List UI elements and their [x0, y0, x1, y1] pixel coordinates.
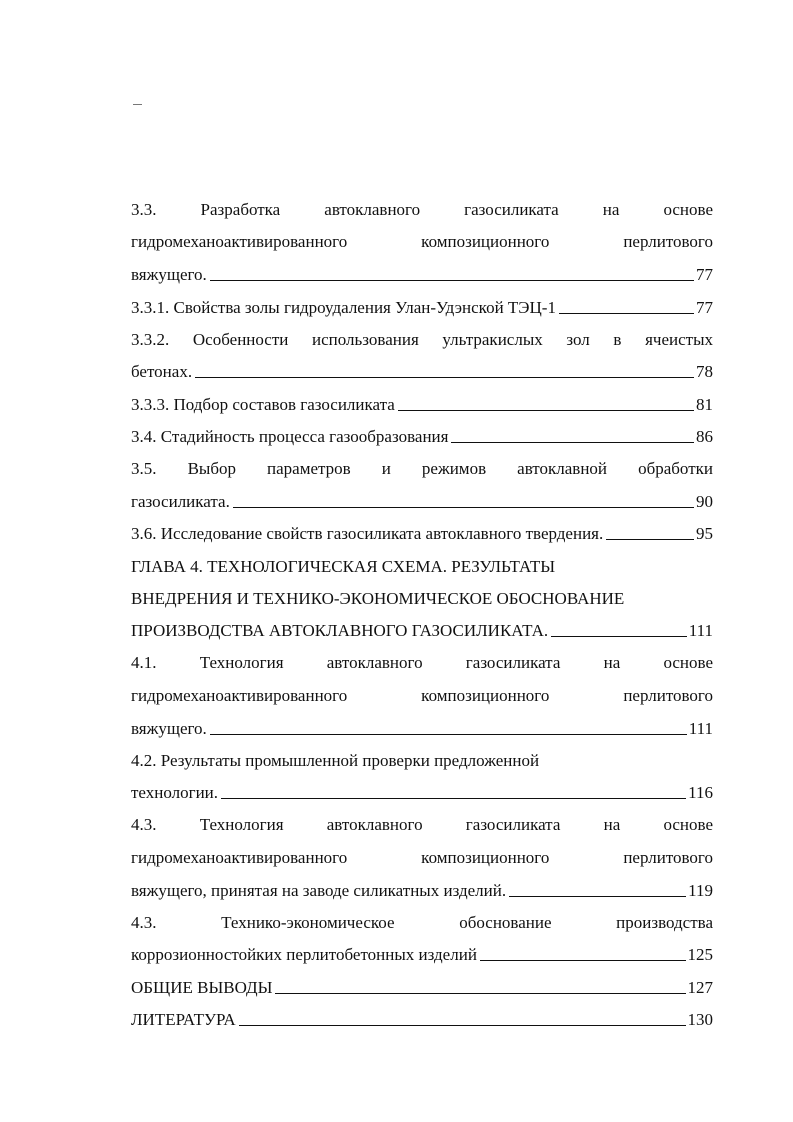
toc-entry-4-3-economic: [131, 901, 713, 966]
toc-entry-last-line: [131, 965, 713, 997]
toc-entry-literature: [131, 998, 713, 1030]
table-of-contents: [131, 188, 713, 1030]
scan-mark: [133, 104, 142, 105]
toc-entry-text: 4.2. Результаты промышленной проверки предложенной: [131, 751, 540, 771]
toc-entry-last-line: [131, 609, 713, 641]
toc-entry-3-3-2: [131, 318, 713, 383]
page-number: 119: [688, 880, 713, 900]
toc-entry-text: 3.3.1. Свойства золы гидроудаления Улан-Удэнской ТЭЦ-1: [131, 297, 556, 317]
page-number: 78: [696, 362, 713, 382]
toc-entry-3-5: [131, 447, 713, 512]
toc-entry-text: вяжущего.: [131, 718, 207, 738]
toc-entry-line: 3.3.2. Особенности использования ультракислых зол в ячеистых: [131, 329, 713, 349]
toc-entry-text: 3.4. Стадийность процесса газообразования: [131, 427, 449, 447]
leader-line: [210, 734, 687, 735]
toc-entry-text: вяжущего.: [131, 265, 207, 285]
toc-entry-4-1: [131, 641, 713, 738]
toc-entry-last-line: [131, 253, 713, 285]
page-number: 111: [688, 718, 713, 738]
toc-entry-3-3-1: [131, 285, 713, 317]
page-number: 86: [696, 427, 713, 447]
toc-entry-line: 4.3. Технология автоклавного газосиликата на основе: [131, 815, 713, 835]
toc-entry-text: 3.3.3. Подбор составов газосиликата: [131, 394, 395, 414]
page-number: 130: [687, 1010, 713, 1030]
toc-entry-text: вяжущего, принятая на заводе силикатных изделий.: [131, 880, 507, 900]
toc-entry-last-line: [131, 933, 713, 965]
chapter-title-line: ПРОИЗВОДСТВА АВТОКЛАВНОГО ГАЗОСИЛИКАТА.: [131, 621, 549, 641]
toc-entry-last-line: [131, 480, 713, 512]
toc-entry-last-line: [131, 706, 713, 738]
toc-entry-last-line: [131, 285, 713, 317]
toc-entry-text: технологии.: [131, 783, 219, 803]
toc-entry-last-line: [131, 415, 713, 447]
toc-entry-text: 3.6. Исследование свойств газосиликата автоклавного твердения.: [131, 524, 604, 544]
leader-line: [233, 507, 694, 508]
leader-line: [221, 798, 686, 799]
toc-entry-line: [131, 577, 713, 609]
page-number: 90: [696, 491, 713, 511]
toc-entry-last-line: [131, 382, 713, 414]
toc-entry-3-3: [131, 188, 713, 285]
leader-line: [559, 313, 694, 314]
page-number: 77: [696, 297, 713, 317]
toc-entry-line: [131, 544, 713, 576]
toc-entry-line: 4.3. Технико-экономическое обоснование производства: [131, 912, 713, 932]
page-number: 95: [696, 524, 713, 544]
toc-entry-text: коррозионностойких перлитобетонных изделий: [131, 945, 477, 965]
leader-line: [195, 377, 694, 378]
toc-chapter-4: [131, 544, 713, 641]
page-number: 81: [696, 394, 713, 414]
toc-entry-text: газосиликата.: [131, 491, 230, 511]
leader-line: [239, 1025, 686, 1026]
toc-entry-text: ОБЩИЕ ВЫВОДЫ: [131, 977, 273, 997]
toc-entry-4-3: [131, 803, 713, 900]
page-number: 127: [687, 977, 713, 997]
leader-line: [275, 993, 685, 994]
toc-entry-conclusions: [131, 965, 713, 997]
leader-line: [451, 442, 694, 443]
leader-line: [210, 280, 694, 281]
toc-entry-last-line: [131, 512, 713, 544]
toc-entry-3-4: [131, 415, 713, 447]
leader-line: [480, 960, 686, 961]
page-number: 116: [688, 783, 713, 803]
chapter-title-line: ВНЕДРЕНИЯ И ТЕХНИКО-ЭКОНОМИЧЕСКОЕ ОБОСНОВАНИЕ: [131, 589, 625, 609]
page-number: 77: [696, 265, 713, 285]
toc-entry-4-2: [131, 739, 713, 804]
toc-entry-last-line: [131, 350, 713, 382]
page-number: 111: [688, 621, 713, 641]
toc-entry-line: 4.1. Технология автоклавного газосиликата на основе: [131, 653, 713, 673]
page-number: 125: [687, 945, 713, 965]
toc-entry-text: ЛИТЕРАТУРА: [131, 1010, 236, 1030]
toc-entry-line: гидромеханоактивированного композиционного перлитового: [131, 847, 713, 867]
leader-line: [509, 896, 686, 897]
toc-entry-line: гидромеханоактивированного композиционного перлитового: [131, 232, 713, 252]
chapter-title-line: ГЛАВА 4. ТЕХНОЛОГИЧЕСКАЯ СХЕМА. РЕЗУЛЬТАТЫ: [131, 556, 556, 576]
toc-entry-line: 3.5. Выбор параметров и режимов автоклавной обработки: [131, 459, 713, 479]
toc-entry-3-3-3: [131, 382, 713, 414]
toc-entry-line: 3.3. Разработка автоклавного газосиликата на основе: [131, 200, 713, 219]
leader-line: [551, 636, 687, 637]
toc-entry-last-line: [131, 998, 713, 1030]
toc-entry-line: гидромеханоактивированного композиционного перлитового: [131, 685, 713, 705]
leader-line: [606, 539, 694, 540]
toc-entry-last-line: [131, 771, 713, 803]
toc-entry-text: бетонах.: [131, 362, 193, 382]
toc-entry-line: [131, 739, 713, 771]
leader-line: [398, 410, 694, 411]
toc-entry-last-line: [131, 868, 713, 900]
toc-entry-3-6: [131, 512, 713, 544]
